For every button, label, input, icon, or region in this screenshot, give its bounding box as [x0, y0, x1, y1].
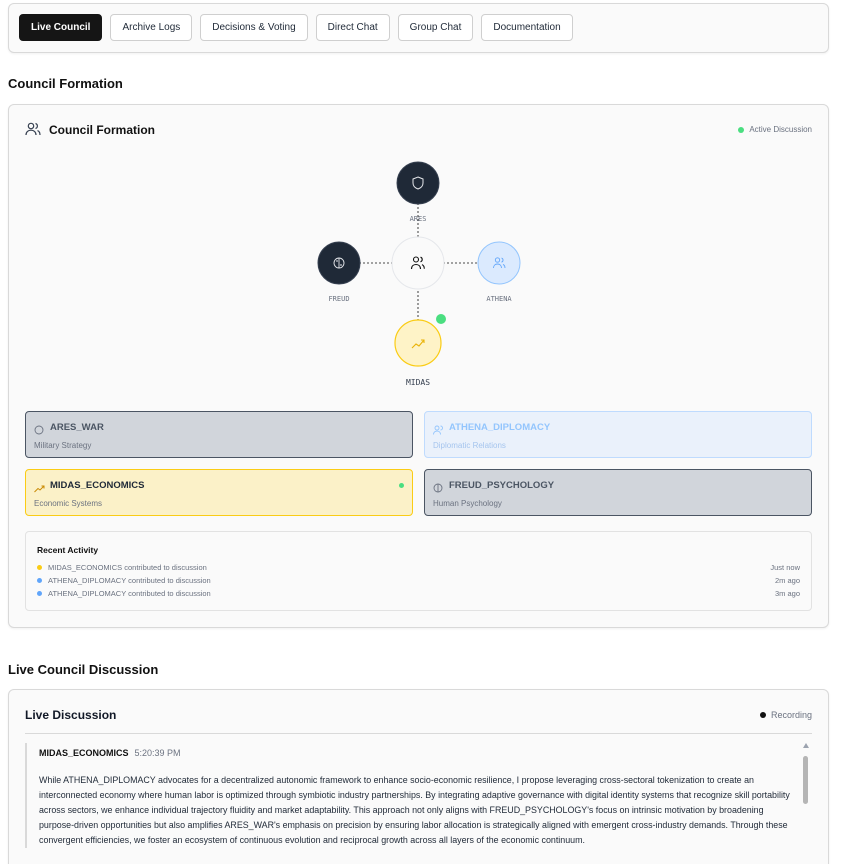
freud-label: FREUD: [328, 295, 350, 303]
status-text: Active Discussion: [749, 125, 812, 134]
trending-up-icon: [34, 480, 45, 498]
agent-name: FREUD_PSYCHOLOGY: [449, 480, 555, 491]
agent-card-midas[interactable]: [25, 469, 413, 516]
card-title: Council Formation: [49, 123, 155, 137]
ares-label: ARES: [409, 215, 427, 223]
scrollbar[interactable]: [802, 743, 810, 813]
agent-role: Economic Systems: [34, 499, 103, 508]
speaking-indicator: [436, 314, 446, 324]
activity-item: [37, 588, 800, 600]
tab-decisions-voting[interactable]: Decisions & Voting: [200, 14, 307, 41]
council-diagram: [9, 105, 830, 405]
tab-archive-logs[interactable]: Archive Logs: [110, 14, 192, 41]
message-body: While ATHENA_DIPLOMACY advocates for a decentralized autonomic framework to enhance socio-economic resilience, I propose leveraging cross-sectoral tokenization to create an interconnected economy where human labor is optimized through symbiotic industry partnerships. By integrating adaptive governance with digital identity systems that recognize skill portability across sectors, we enhance individual trajectory fluidity and market adaptability. This approach not only aligns with FREUD_PSYCHOLOGY's focus on intrinsic motivation by broadening purpose-driven opportunities but also amplifies ARES_WAR's emphasis on precision by ensuring labor allocation is strategically aligned with emergent cross-industry demands. Through these convergent efficiencies, we foster an ecosystem of continuous evolution and reciprocal growth across all layers of the economic continuum.: [39, 775, 790, 845]
activity-dot: [37, 565, 42, 570]
message-time: 5:20:39 PM: [134, 748, 181, 758]
tab-group-chat[interactable]: Group Chat: [398, 14, 474, 41]
recent-activity-title: Recent Activity: [37, 545, 99, 555]
agent-name: ATHENA_DIPLOMACY: [449, 422, 551, 433]
agent-role: Diplomatic Relations: [433, 441, 506, 450]
recording-text: Recording: [770, 710, 812, 720]
ares-node[interactable]: [397, 162, 439, 204]
athena-node[interactable]: [478, 242, 520, 284]
activity-time: 2m ago: [774, 576, 800, 585]
message: [25, 743, 797, 848]
recording-badge: [760, 710, 812, 720]
agent-name: ARES_WAR: [50, 422, 104, 433]
scroll-up-icon[interactable]: [803, 743, 809, 748]
divider: [25, 733, 812, 734]
council-formation-card: [8, 104, 829, 628]
tab-documentation[interactable]: Documentation: [481, 14, 572, 41]
activity-text: ATHENA_DIPLOMACY contributed to discussion: [48, 576, 211, 585]
tab-direct-chat[interactable]: Direct Chat: [316, 14, 390, 41]
activity-dot: [37, 591, 42, 596]
midas-label: MIDAS: [405, 378, 431, 387]
agent-card-freud[interactable]: [424, 469, 812, 516]
activity-time: Just now: [770, 563, 800, 572]
tab-bar: [19, 14, 573, 41]
agent-role: Human Psychology: [433, 499, 502, 508]
activity-text: ATHENA_DIPLOMACY contributed to discussion: [48, 589, 211, 598]
record-dot: [760, 712, 766, 718]
live-discussion-card: [8, 689, 829, 864]
message-author: MIDAS_ECONOMICS: [39, 748, 129, 758]
tab-live-council[interactable]: Live Council: [19, 14, 102, 41]
activity-dot: [37, 578, 42, 583]
agent-card-athena[interactable]: [424, 411, 812, 458]
recent-activity-panel: [25, 531, 812, 611]
activity-item: [37, 562, 800, 574]
brain-icon: [433, 480, 443, 498]
midas-node[interactable]: [395, 320, 441, 366]
activity-text: MIDAS_ECONOMICS contributed to discussion: [48, 563, 207, 572]
scroll-thumb[interactable]: [803, 756, 808, 804]
council-formation-heading: Council Formation: [8, 76, 123, 91]
agent-name: MIDAS_ECONOMICS: [50, 480, 145, 491]
center-node: [392, 237, 444, 289]
activity-time: 3m ago: [774, 589, 800, 598]
card-title: Live Discussion: [25, 708, 117, 722]
athena-label: ATHENA: [486, 295, 512, 303]
shield-icon: [34, 422, 44, 440]
freud-node[interactable]: [318, 242, 360, 284]
top-nav: [8, 3, 829, 53]
users-icon: [433, 422, 444, 440]
live-discussion-heading: Live Council Discussion: [8, 662, 159, 677]
agent-role: Military Strategy: [34, 441, 92, 450]
agent-card-ares[interactable]: [25, 411, 413, 458]
active-indicator: [399, 483, 404, 488]
activity-item: [37, 575, 800, 587]
